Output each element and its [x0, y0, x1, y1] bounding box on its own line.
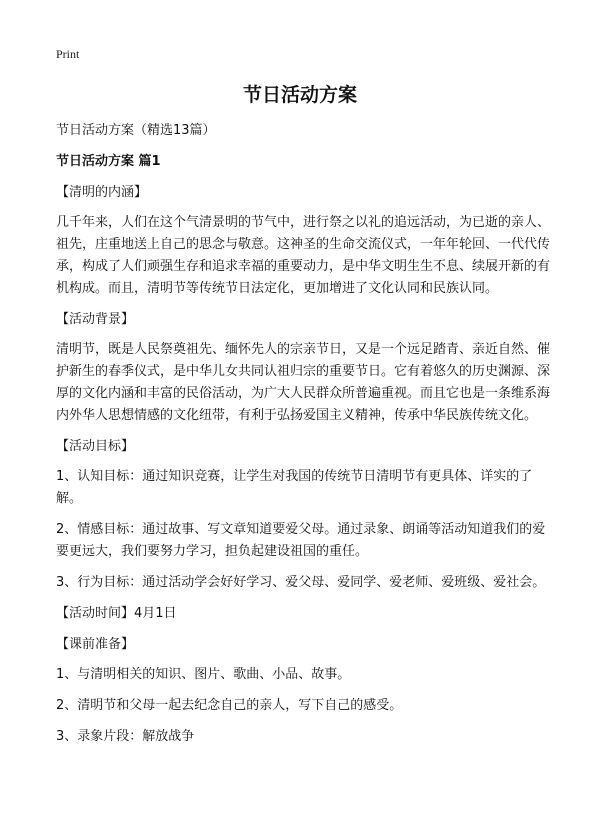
prep-item: 2、清明节和父母一起去纪念自己的亲人，写下自己的感受。 — [56, 698, 403, 713]
goal-item: 3、行为目标：通过活动学会好好学习、爱父母、爱同学、爱老师、爱班级、爱社会。 — [56, 575, 546, 590]
activity-time-value: 4月1日 — [134, 606, 177, 621]
prep-item: 1、与清明相关的知识、图片、歌曲、小品、故事。 — [56, 667, 351, 682]
goal-item: 2、情感目标：通过故事、写文章知道要爱父母。通过录象、朗诵等活动知道我们的爱要更远大，我们要努力学习，担负起建设祖国的重任。 — [56, 522, 546, 559]
paragraph-background: 清明节，既是人民祭奠祖先、缅怀先人的宗亲节日，又是一个远足踏青、亲近自然、催护新生的春季仪式，是中华儿女共同认祖归宗的重要节日。它有着悠久的历史渊源、深厚的文化内涵和丰富的民俗活动，为广大人民群众所普遍重视。而且它也是一条维系海内外华人思想情感的文化纽带，有利于弘扬爱国主义精神，传承中华民族传统文化。 — [56, 342, 551, 423]
print-link[interactable]: Print — [56, 47, 80, 61]
document-subtitle: 节日活动方案（精选13篇） — [56, 123, 216, 138]
section-heading-goals: 【活动目标】 — [56, 439, 135, 454]
section-heading-prep: 【课前准备】 — [56, 637, 135, 652]
activity-time-label: 【活动时间】 — [56, 606, 135, 621]
section-heading-background: 【活动背景】 — [56, 312, 135, 327]
goal-item: 1、认知目标：通过知识竞赛，让学生对我国的传统节日清明节有更具体、详实的了解。 — [56, 469, 533, 506]
chapter-heading: 节日活动方案 篇1 — [56, 154, 161, 169]
prep-item: 3、录象片段：解放战争 — [56, 729, 195, 744]
section-heading-meaning: 【清明的内涵】 — [56, 185, 148, 200]
activity-time — [56, 603, 556, 625]
page-title: 节日活动方案 — [242, 84, 357, 106]
paragraph-meaning: 几千年来，人们在这个气清景明的节气中，进行祭之以礼的追远活动，为已逝的亲人、祖先，庄重地送上自己的思念与敬意。这神圣的生命交流仪式，一年年轮回、一代代传承，构成了人们顽强生存和追求幸福的重要动力，是中华文明生生不息、续展开新的有机构成。而且，清明节等传统节日法定化，更加增进了文化认同和民族认同。 — [56, 215, 551, 296]
document-body — [56, 120, 556, 757]
